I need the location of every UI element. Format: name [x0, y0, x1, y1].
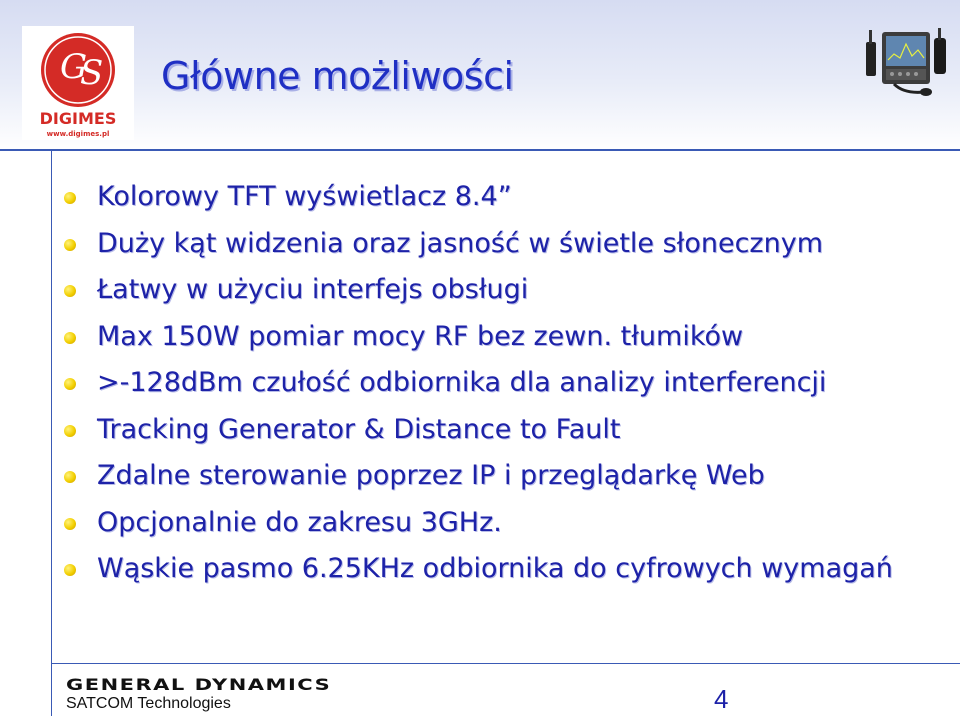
logo-name: DIGIMES — [39, 109, 117, 128]
footer-rule — [51, 663, 960, 664]
slide-title: Główne możliwości — [161, 54, 514, 98]
list-item: Max 150W pomiar mocy RF bez zewn. tłumików — [64, 320, 944, 354]
digimes-logo — [22, 26, 134, 140]
list-item: Tracking Generator & Distance to Fault — [64, 413, 944, 447]
left-rule — [51, 150, 52, 716]
list-item: Opcjonalnie do zakresu 3GHz. — [64, 506, 944, 540]
logo-url: www.digimes.pl — [46, 130, 110, 138]
list-item: Duży kąt widzenia oraz jasność w świetle słonecznym — [64, 227, 944, 261]
bullet-icon — [64, 332, 76, 344]
bullet-icon — [64, 285, 76, 297]
bullet-icon — [64, 564, 76, 576]
bullet-icon — [64, 425, 76, 437]
bullet-icon — [64, 471, 76, 483]
bullet-icon — [64, 192, 76, 204]
company-division: SATCOM Technologies — [66, 695, 231, 712]
header-rule — [0, 149, 960, 151]
company-logo-text: GENERAL DYNAMICS — [66, 675, 332, 694]
list-item: >-128dBm czułość odbiornika dla analizy interferencji — [64, 366, 944, 400]
svg-text:G: G — [60, 47, 88, 87]
list-item: Wąskie pasmo 6.25KHz odbiornika do cyfrowych wymagań — [64, 552, 944, 586]
list-item: Kolorowy TFT wyświetlacz 8.4” — [64, 180, 944, 214]
bullet-icon — [64, 518, 76, 530]
bullet-icon — [64, 378, 76, 390]
page-number: 4 — [714, 684, 729, 714]
list-item: Łatwy w użyciu interfejs obsługi — [64, 273, 944, 307]
list-item: Zdalne sterowanie poprzez IP i przeglądarkę Web — [64, 459, 944, 493]
svg-text:S: S — [80, 53, 104, 93]
bullet-icon — [64, 239, 76, 251]
spectrum-analyzer-image — [864, 24, 950, 100]
feature-list — [64, 180, 944, 599]
